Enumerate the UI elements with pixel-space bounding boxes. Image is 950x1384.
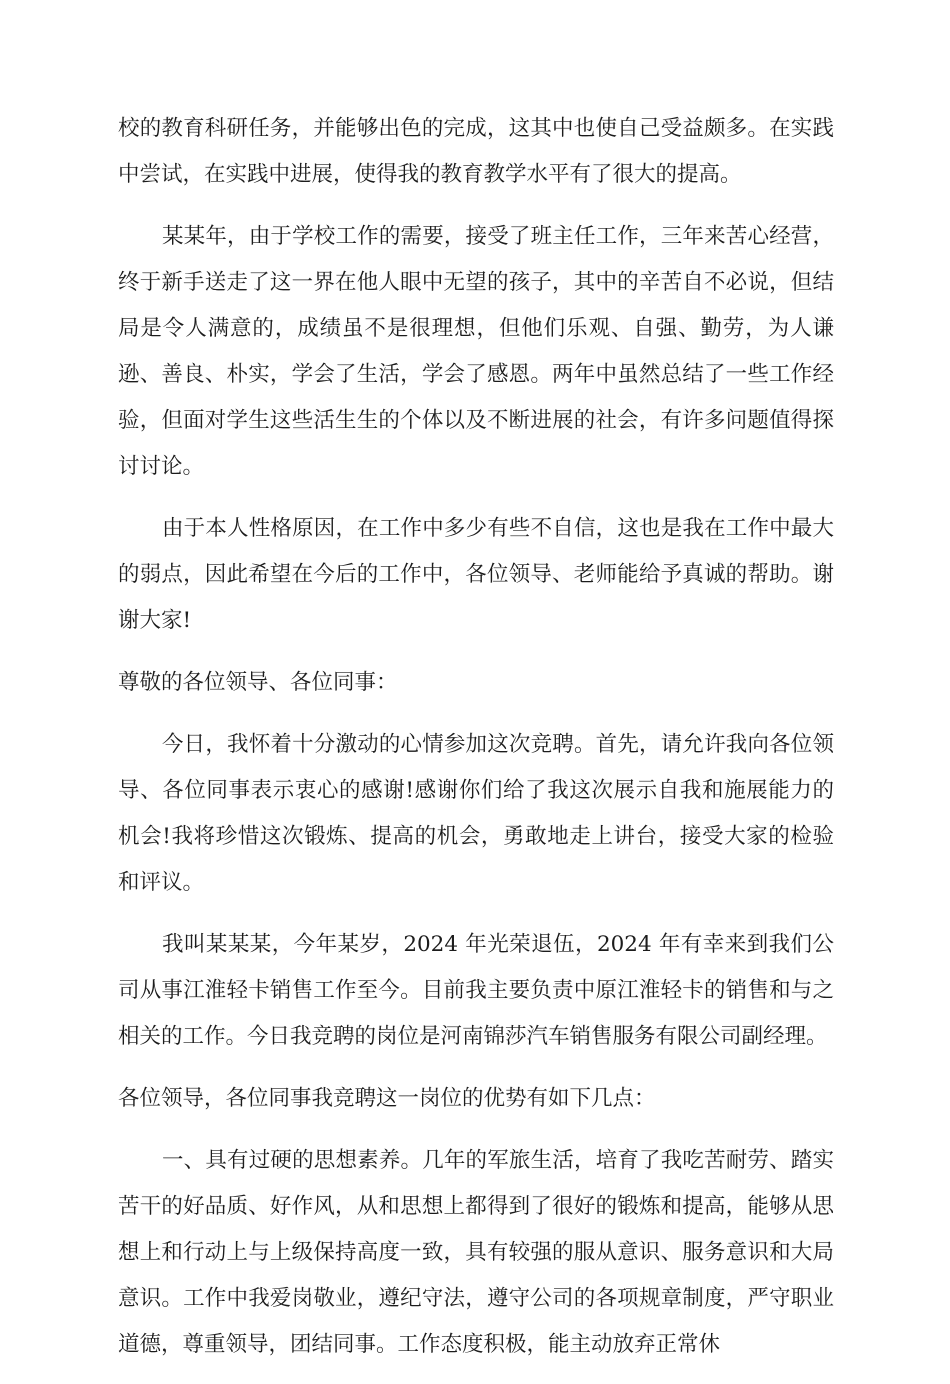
paragraph-class-teacher: 某某年，由于学校工作的需要，接受了班主任工作，三年来苦心经营，终于新手送走了这一界在他人眼中无望的孩子，其中的辛苦自不必说，但结局是令人满意的，成绩虽不是很理想，但他们乐观、自强、勤劳，为人谦逊、善良、朴实，学会了生活，学会了感恩。两年中虽然总结了一些工作经验，但面对学生这些活生生的个体以及不断进展的社会，有许多问题值得探讨讨论。 <box>118 224 834 479</box>
document-page <box>118 106 834 1384</box>
salutation: 尊敬的各位领导、各位同事： <box>118 670 398 695</box>
paragraph-weakness: 由于本人性格原因，在工作中多少有些不自信，这也是我在工作中最大的弱点，因此希望在今后的工作中，各位领导、老师能给予真诚的帮助。谢谢大家! <box>118 516 834 633</box>
paragraph-thanks: 今日，我怀着十分激动的心情参加这次竞聘。首先，请允许我向各位领导、各位同事表示衷心的感谢!感谢你们给了我这次展示自我和施展能力的机会!我将珍惜这次锻炼、提高的机会，勇敢地走上讲台，接受大家的检验和评议。 <box>118 732 834 895</box>
paragraph-continuation: 校的教育科研任务，并能够出色的完成，这其中也使自己受益颇多。在实践中尝试，在实践中进展，使得我的教育教学水平有了很大的提高。 <box>118 116 834 187</box>
paragraph-advantage-one: 一、具有过硬的思想素养。几年的军旅生活，培育了我吃苦耐劳、踏实苦干的好品质、好作风，从和思想上都得到了很好的锻炼和提高，能够从思想上和行动上与上级保持高度一致，具有较强的服从意识、服务意识和大局意识。工作中我爱岗敬业，遵纪守法，遵守公司的各项规章制度，严守职业道德，尊重领导，团结同事。工作态度积极，能主动放弃正常休 <box>118 1148 834 1357</box>
paragraph-self-intro: 我叫某某某，今年某岁，2024 年光荣退伍，2024 年有幸来到我们公司从事江淮轻卡销售工作至今。目前我主要负责中原江淮轻卡的销售和与之相关的工作。今日我竞聘的岗位是河南锦莎汽车销售服务有限公司副经理。 <box>118 932 834 1049</box>
advantages-heading: 各位领导，各位同事我竞聘这一岗位的优势有如下几点： <box>118 1086 656 1111</box>
